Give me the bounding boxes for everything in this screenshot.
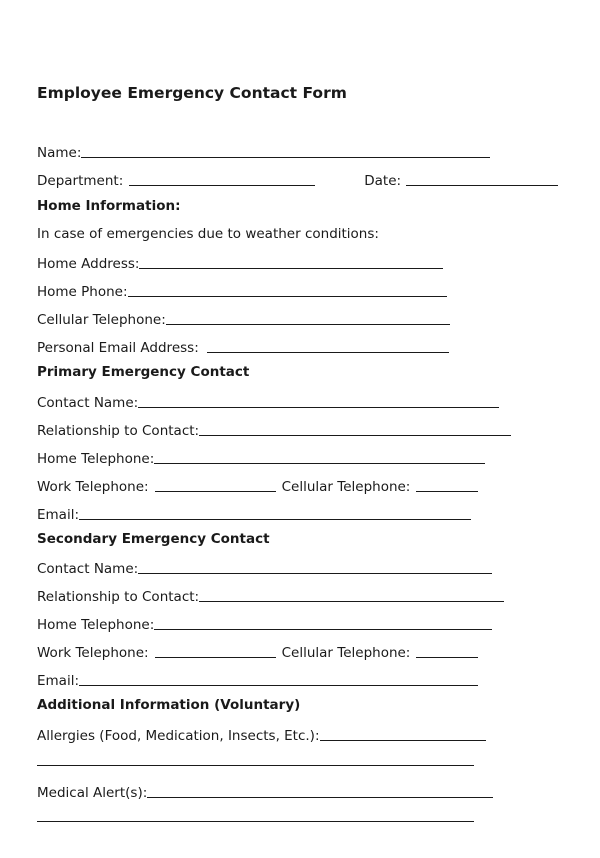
secondary-contact-heading: Secondary Emergency Contact (37, 531, 270, 547)
secondary-email-label: Email: (37, 673, 80, 689)
date-label: Date: (364, 173, 402, 189)
secondary-cellular-telephone-field[interactable] (416, 657, 478, 658)
primary-contact-name-row (37, 391, 499, 411)
department-date-row (37, 169, 558, 189)
home-phone-row (37, 280, 447, 300)
primary-relationship-row (37, 419, 511, 439)
secondary-relationship-field[interactable] (199, 601, 504, 602)
secondary-contact-name-row (37, 557, 492, 577)
date-field[interactable] (406, 185, 558, 186)
home-information-heading: Home Information: (37, 198, 181, 214)
home-information-note: In case of emergencies due to weather conditions: (37, 226, 379, 242)
primary-contact-heading: Primary Emergency Contact (37, 364, 250, 380)
cellular-telephone-row (37, 308, 450, 328)
allergies-continuation-line[interactable] (37, 765, 474, 766)
secondary-email-field[interactable] (79, 685, 478, 686)
medical-alert-field[interactable] (147, 797, 493, 798)
secondary-cellular-telephone-label: Cellular Telephone: (281, 645, 411, 661)
personal-email-field[interactable] (207, 352, 449, 353)
secondary-email-row (37, 669, 478, 689)
personal-email-label: Personal Email Address: (37, 340, 199, 356)
name-label: Name: (37, 145, 82, 161)
primary-work-telephone-field[interactable] (155, 491, 276, 492)
name-field[interactable] (81, 157, 490, 158)
medical-alert-continuation-line[interactable] (37, 821, 474, 822)
secondary-home-telephone-field[interactable] (154, 629, 492, 630)
home-phone-field[interactable] (128, 296, 447, 297)
primary-contact-name-field[interactable] (138, 407, 499, 408)
primary-email-field[interactable] (79, 519, 471, 520)
personal-email-row (37, 336, 449, 356)
secondary-work-telephone-label: Work Telephone: (37, 645, 149, 661)
primary-cellular-telephone-field[interactable] (416, 491, 478, 492)
medical-alert-row (37, 781, 493, 801)
secondary-work-cell-row (37, 641, 478, 661)
primary-email-row (37, 503, 471, 523)
allergies-row (37, 724, 486, 744)
cellular-telephone-field[interactable] (166, 324, 450, 325)
department-label: Department: (37, 173, 124, 189)
allergies-label: Allergies (Food, Medication, Insects, Etc.): (37, 728, 320, 744)
primary-work-telephone-label: Work Telephone: (37, 479, 149, 495)
form-title: Employee Emergency Contact Form (37, 84, 347, 102)
allergies-field[interactable] (320, 740, 486, 741)
secondary-home-telephone-row (37, 613, 492, 633)
primary-relationship-field[interactable] (199, 435, 511, 436)
secondary-relationship-row (37, 585, 504, 605)
home-address-field[interactable] (139, 268, 443, 269)
primary-work-cell-row (37, 475, 478, 495)
primary-home-telephone-row (37, 447, 485, 467)
home-phone-label: Home Phone: (37, 284, 128, 300)
secondary-contact-name-label: Contact Name: (37, 561, 139, 577)
home-address-label: Home Address: (37, 256, 140, 272)
primary-relationship-label: Relationship to Contact: (37, 423, 200, 439)
additional-information-heading: Additional Information (Voluntary) (37, 697, 301, 713)
primary-cellular-telephone-label: Cellular Telephone: (281, 479, 411, 495)
primary-home-telephone-field[interactable] (154, 463, 485, 464)
secondary-contact-name-field[interactable] (138, 573, 492, 574)
cellular-telephone-label: Cellular Telephone: (37, 312, 166, 328)
primary-email-label: Email: (37, 507, 80, 523)
department-field[interactable] (129, 185, 315, 186)
secondary-work-telephone-field[interactable] (155, 657, 276, 658)
primary-home-telephone-label: Home Telephone: (37, 451, 155, 467)
secondary-home-telephone-label: Home Telephone: (37, 617, 155, 633)
name-row (37, 141, 490, 161)
secondary-relationship-label: Relationship to Contact: (37, 589, 200, 605)
primary-contact-name-label: Contact Name: (37, 395, 139, 411)
home-address-row (37, 252, 443, 272)
medical-alert-label: Medical Alert(s): (37, 785, 148, 801)
